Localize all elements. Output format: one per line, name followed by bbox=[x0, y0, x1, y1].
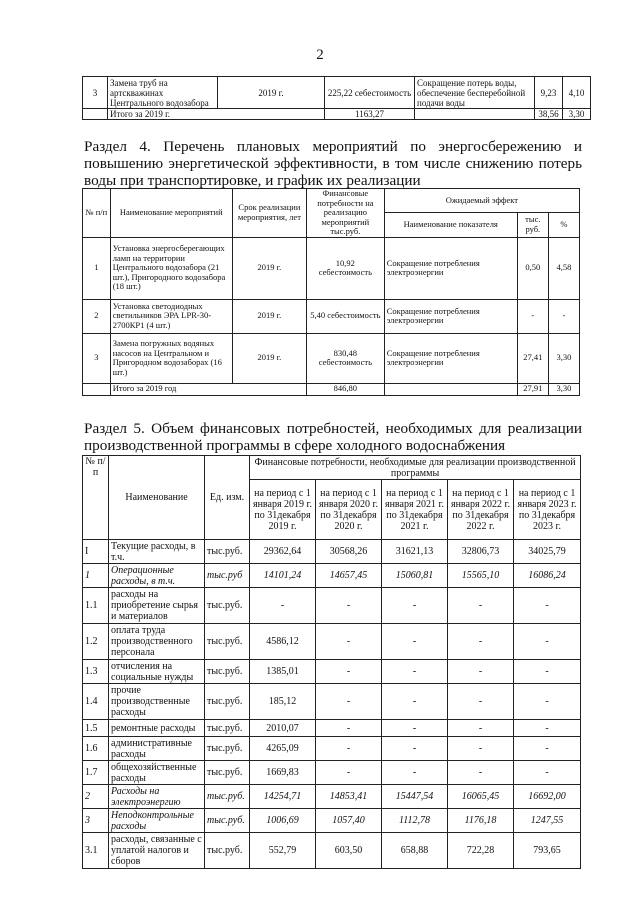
total-label: Итого за 2019 год bbox=[110, 383, 306, 395]
row-value: 4265,09 bbox=[250, 737, 316, 761]
row-value: - bbox=[382, 720, 448, 737]
row-value: 4586,12 bbox=[250, 624, 316, 660]
total-pct: 3,30 bbox=[548, 383, 579, 395]
row-name: отчисления на социальные нужды bbox=[109, 660, 205, 684]
table-row bbox=[83, 833, 581, 869]
row-value: - bbox=[514, 737, 581, 761]
table-row bbox=[83, 540, 581, 564]
row-value: 16065,45 bbox=[448, 785, 514, 809]
row-name: общехозяйственные расходы bbox=[109, 761, 205, 785]
row-value: 603,50 bbox=[316, 833, 382, 869]
header-unit: Ед. изм. bbox=[205, 456, 250, 540]
row-value: - bbox=[316, 761, 382, 785]
row-number: 1.7 bbox=[83, 761, 109, 785]
row-value: 14657,45 bbox=[316, 564, 382, 588]
header-period: на период с 1 января 2021 г. по 31декабря 2021 г. bbox=[382, 480, 448, 540]
row-name: Текущие расходы, в т.ч. bbox=[109, 540, 205, 564]
row-unit: тыс.руб. bbox=[205, 737, 250, 761]
total-row bbox=[83, 383, 580, 395]
row-name: расходы на приобретение сырья и материалов bbox=[109, 588, 205, 624]
row-name: Замена труб на артскважинах Центрального водозабора bbox=[108, 77, 218, 109]
row-unit: тыс.руб. bbox=[205, 588, 250, 624]
row-value: - bbox=[448, 737, 514, 761]
row-indicator: Сокращение потребления электроэнергии bbox=[384, 237, 517, 299]
header-name: Наименование bbox=[109, 456, 205, 540]
row-value: - bbox=[316, 737, 382, 761]
table-row bbox=[83, 684, 581, 720]
total-label: Итого за 2019 г. bbox=[108, 109, 325, 120]
row-number: 1 bbox=[83, 564, 109, 588]
row-value: - bbox=[382, 737, 448, 761]
row-unit: тыс.руб bbox=[205, 564, 250, 588]
header-num: № п/п bbox=[83, 189, 111, 238]
row-value: - bbox=[316, 660, 382, 684]
row-number: 3 bbox=[83, 77, 108, 109]
row-unit: тыс.руб. bbox=[205, 540, 250, 564]
row-year: 2019 г. bbox=[232, 299, 306, 333]
header-period: на период с 1 января 2020 г. по 31декабря 2020 г. bbox=[316, 480, 382, 540]
table-row bbox=[83, 660, 581, 684]
row-value: 14101,24 bbox=[250, 564, 316, 588]
table-row bbox=[83, 237, 580, 299]
row-unit: тыс.руб. bbox=[205, 660, 250, 684]
header-period: на период с 1 января 2022 г. по 31декабря 2022 г. bbox=[448, 480, 514, 540]
row-rub: 0,50 bbox=[517, 237, 548, 299]
row-value: - bbox=[382, 761, 448, 785]
row-rub: 27,41 bbox=[517, 333, 548, 383]
row-value: 185,12 bbox=[250, 684, 316, 720]
row-name: Установка энергосберегающих ламп на территории Центрального водозабора (21 шт.), Пригородного водозабора (18 шт.) bbox=[110, 237, 232, 299]
row-unit: тыс.руб. bbox=[205, 833, 250, 869]
row-pct: 3,30 bbox=[548, 333, 579, 383]
row-pct: 4,10 bbox=[563, 77, 591, 109]
header-group: Финансовые потребности, необходимые для реализации производственной программы bbox=[250, 456, 581, 480]
header-finance: Финансовые потребности на реализацию мероприятий тыс.руб. bbox=[307, 189, 385, 238]
row-value: - bbox=[514, 660, 581, 684]
row-unit: тыс.руб. bbox=[205, 809, 250, 833]
header-term: Срок реализации мероприятия, лет bbox=[232, 189, 306, 238]
row-value: - bbox=[316, 624, 382, 660]
row-cost: 10,92 себестоимость bbox=[307, 237, 385, 299]
table-row bbox=[83, 785, 581, 809]
row-year: 2019 г. bbox=[232, 333, 306, 383]
row-name: Установка светодиодных светильников ЭРА LPR-30-2700КР1 (4 шт.) bbox=[110, 299, 232, 333]
row-number: 1 bbox=[83, 237, 111, 299]
row-value: - bbox=[514, 720, 581, 737]
total-cost: 1163,27 bbox=[325, 109, 415, 120]
row-indicator: Сокращение потребления электроэнергии bbox=[384, 333, 517, 383]
row-number: 1.2 bbox=[83, 624, 109, 660]
row-value: - bbox=[448, 660, 514, 684]
row-value: 1112,78 bbox=[382, 809, 448, 833]
row-value: 1247,55 bbox=[514, 809, 581, 833]
row-number: 3 bbox=[83, 809, 109, 833]
section-5-title: Раздел 5. Объем финансовых потребностей, необходимых для реализации производственной программы в сфере холодного водоснабжения bbox=[84, 420, 582, 454]
row-number: 2 bbox=[83, 299, 111, 333]
row-value: - bbox=[316, 684, 382, 720]
row-unit: тыс.руб. bbox=[205, 684, 250, 720]
row-value: 1669,83 bbox=[250, 761, 316, 785]
table-row bbox=[83, 761, 581, 785]
table-row bbox=[83, 737, 581, 761]
total-rub: 27,91 bbox=[517, 383, 548, 395]
row-value: - bbox=[514, 624, 581, 660]
row-value: 1176,18 bbox=[448, 809, 514, 833]
section-4-table bbox=[82, 188, 580, 396]
row-value: - bbox=[316, 720, 382, 737]
row-value: 15060,81 bbox=[382, 564, 448, 588]
row-number: 1.1 bbox=[83, 588, 109, 624]
table-row bbox=[83, 299, 580, 333]
header-period: на период с 1 января 2019 г. по 31декабря 2019 г. bbox=[250, 480, 316, 540]
row-value: - bbox=[448, 684, 514, 720]
row-value: - bbox=[382, 684, 448, 720]
row-unit: тыс.руб. bbox=[205, 624, 250, 660]
header-indicator: Наименование показателя bbox=[384, 213, 517, 237]
row-value: 16692,00 bbox=[514, 785, 581, 809]
row-number: 3 bbox=[83, 333, 111, 383]
row-value: - bbox=[448, 588, 514, 624]
section-4-title: Раздел 4. Перечень плановых мероприятий по энергосбережению и повышению энергетической эффективности, в том числе снижению потерь воды при транспортировке, и график их реализации bbox=[84, 138, 582, 189]
continuation-table bbox=[82, 76, 591, 120]
row-value: 1006,69 bbox=[250, 809, 316, 833]
row-value: 552,79 bbox=[250, 833, 316, 869]
row-indicator: Сокращение потребления электроэнергии bbox=[384, 299, 517, 333]
row-value: 14853,41 bbox=[316, 785, 382, 809]
row-year: 2019 г. bbox=[218, 77, 325, 109]
row-value: - bbox=[448, 624, 514, 660]
row-rub: 9,23 bbox=[535, 77, 563, 109]
row-number: 1.6 bbox=[83, 737, 109, 761]
row-name: прочие производственные расходы bbox=[109, 684, 205, 720]
total-pct: 3,30 bbox=[563, 109, 591, 120]
row-number: 1.3 bbox=[83, 660, 109, 684]
header-num: № п/п bbox=[83, 456, 109, 540]
row-value: - bbox=[514, 761, 581, 785]
row-value: 30568,26 bbox=[316, 540, 382, 564]
row-value: - bbox=[448, 761, 514, 785]
row-value: 1385,01 bbox=[250, 660, 316, 684]
row-value: 722,28 bbox=[448, 833, 514, 869]
total-cost: 846,80 bbox=[307, 383, 385, 395]
row-year: 2019 г. bbox=[232, 237, 306, 299]
table-row bbox=[83, 588, 581, 624]
row-value: 1057,40 bbox=[316, 809, 382, 833]
row-name: ремонтные расходы bbox=[109, 720, 205, 737]
row-value: 15447,54 bbox=[382, 785, 448, 809]
row-value: 658,88 bbox=[382, 833, 448, 869]
row-name: административные расходы bbox=[109, 737, 205, 761]
row-value: 29362,64 bbox=[250, 540, 316, 564]
row-value: - bbox=[448, 720, 514, 737]
row-pct: 4,58 bbox=[548, 237, 579, 299]
row-value: 32806,73 bbox=[448, 540, 514, 564]
table-row bbox=[83, 77, 591, 109]
row-number: 1.4 bbox=[83, 684, 109, 720]
row-cost: 830,48 себестоимость bbox=[307, 333, 385, 383]
row-name: Неподконтрольные расходы bbox=[109, 809, 205, 833]
table-row bbox=[83, 624, 581, 660]
total-row bbox=[83, 109, 591, 120]
page-number: 2 bbox=[316, 47, 324, 63]
row-number: 2 bbox=[83, 785, 109, 809]
row-unit: тыс.руб. bbox=[205, 761, 250, 785]
row-number: 1.5 bbox=[83, 720, 109, 737]
header-name: Наименование мероприятий bbox=[110, 189, 232, 238]
row-name: Замена погружных водяных насосов на Центральном и Пригородном водозаборах (16 шт.) bbox=[110, 333, 232, 383]
row-name: Операционные расходы, в т.ч. bbox=[109, 564, 205, 588]
row-indicator: Сокращение потерь воды, обеспечение бесперебойной подачи воды bbox=[415, 77, 535, 109]
header-effect: Ожидаемый эффект bbox=[384, 189, 579, 213]
row-value: - bbox=[250, 588, 316, 624]
header-pct: % bbox=[548, 213, 579, 237]
row-name: Расходы на электроэнергию bbox=[109, 785, 205, 809]
table-row bbox=[83, 564, 581, 588]
row-rub: - bbox=[517, 299, 548, 333]
section-5-body bbox=[83, 540, 581, 869]
row-value: 15565,10 bbox=[448, 564, 514, 588]
row-value: - bbox=[316, 588, 382, 624]
row-cost: 5,40 себестоимость bbox=[307, 299, 385, 333]
row-value: 16086,24 bbox=[514, 564, 581, 588]
row-number: 3.1 bbox=[83, 833, 109, 869]
row-unit: тыс.руб. bbox=[205, 785, 250, 809]
total-rub: 38,56 bbox=[535, 109, 563, 120]
row-number: I bbox=[83, 540, 109, 564]
header-period: на период с 1 января 2023 г. по 31декабря 2023 г. bbox=[514, 480, 581, 540]
row-name: оплата труда производственного персонала bbox=[109, 624, 205, 660]
row-value: - bbox=[382, 624, 448, 660]
header-rub: тыс. руб. bbox=[517, 213, 548, 237]
table-row bbox=[83, 333, 580, 383]
row-pct: - bbox=[548, 299, 579, 333]
row-value: - bbox=[514, 684, 581, 720]
row-value: 2010,07 bbox=[250, 720, 316, 737]
row-value: 31621,13 bbox=[382, 540, 448, 564]
row-value: 793,65 bbox=[514, 833, 581, 869]
table-row bbox=[83, 809, 581, 833]
row-value: 34025,79 bbox=[514, 540, 581, 564]
row-unit: тыс.руб. bbox=[205, 720, 250, 737]
row-name: расходы, связанные с уплатой налогов и сборов bbox=[109, 833, 205, 869]
row-value: - bbox=[514, 588, 581, 624]
row-cost: 225,22 себестоимость bbox=[325, 77, 415, 109]
table-row bbox=[83, 720, 581, 737]
section-5-table bbox=[82, 455, 581, 869]
row-value: - bbox=[382, 588, 448, 624]
row-value: 14254,71 bbox=[250, 785, 316, 809]
row-value: - bbox=[382, 660, 448, 684]
